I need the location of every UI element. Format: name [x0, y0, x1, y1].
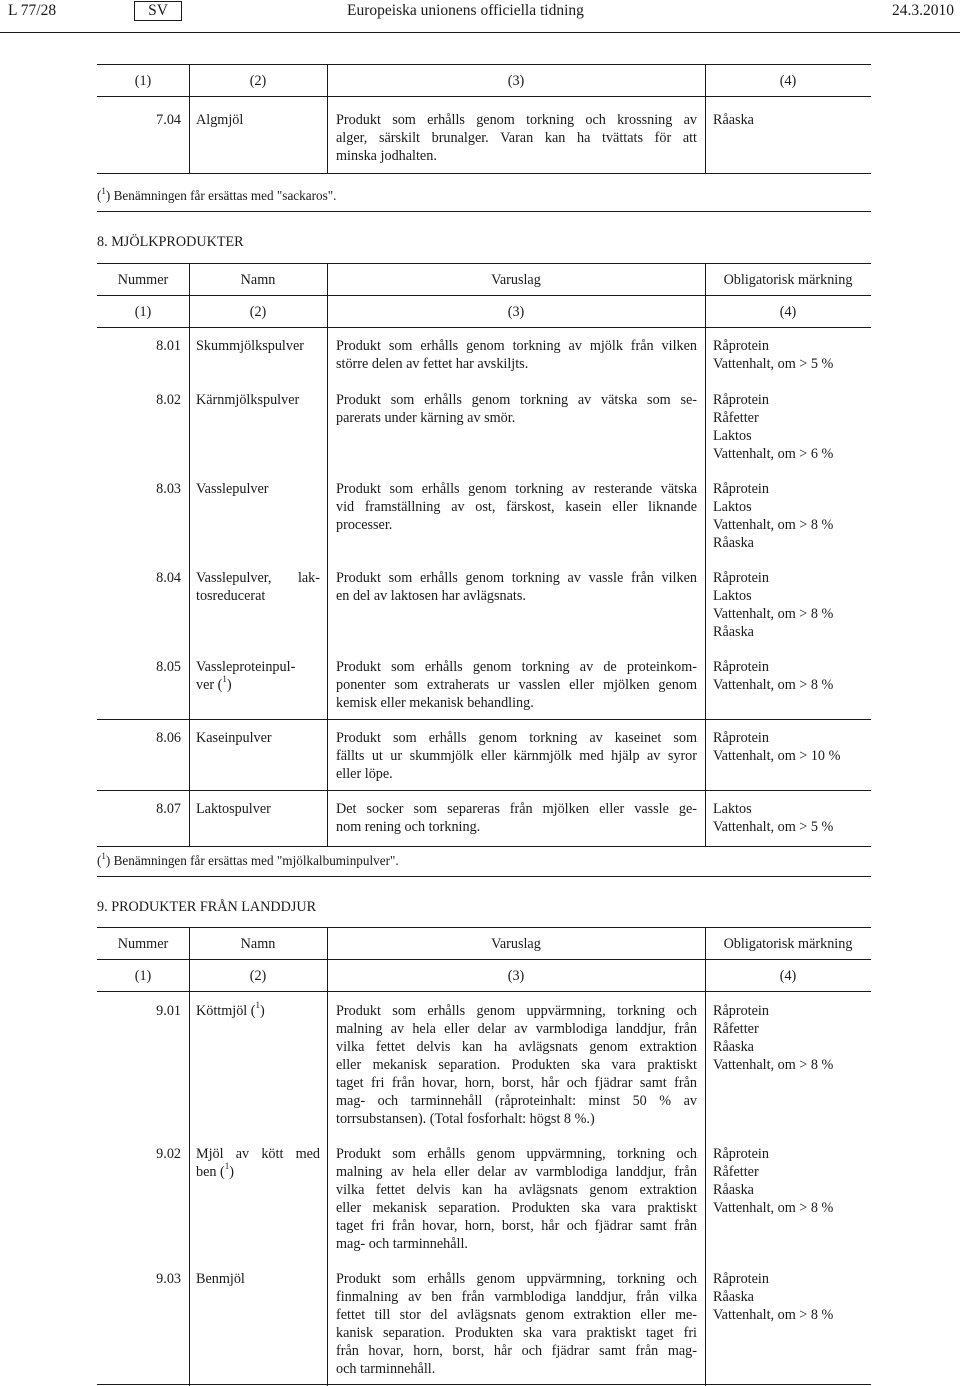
- row-number: 8.02: [156, 392, 181, 408]
- row-number: 8.01: [156, 338, 181, 354]
- footnote: ($^1$) Benämningen får ersättas med "mjölkalbuminpulver".: [97, 850, 399, 868]
- column-title-name: Namn: [240, 272, 276, 288]
- row-labelling: Råprotein Laktos Vattenhalt, om > 8 % Råaska: [713, 481, 834, 551]
- row-name: Vasslepulver, lak- tosreducerat: [196, 570, 320, 604]
- row-name: Algmjöl: [196, 112, 244, 128]
- column-divider: [189, 64, 190, 173]
- row-description: Produkt som erhålls genom torkning av resterande vätska vid framställning av ost, färskost, kasein eller liknande processer.: [336, 481, 697, 533]
- column-divider: [705, 64, 706, 173]
- row-name: Laktospulver: [196, 801, 271, 817]
- row-number: 9.03: [156, 1271, 181, 1287]
- row-number: 8.03: [156, 481, 181, 497]
- row-labelling: Råaska: [713, 112, 754, 128]
- row-name: Skummjölkspulver: [196, 338, 304, 354]
- row-number: 9.01: [156, 1003, 181, 1019]
- column-divider: [705, 927, 706, 1386]
- column-divider: [705, 263, 706, 846]
- table-rule: [97, 991, 871, 992]
- language-badge: SV: [134, 1, 182, 21]
- row-number: 8.07: [156, 801, 181, 817]
- row-name: Köttmjöl ($^1$): [196, 1000, 265, 1019]
- table-rule: [97, 876, 871, 877]
- row-description: Produkt som erhålls genom torkning och krossning av alger, särskilt brunalger. Varan kan ha tvättats för att minska jodhalten.: [336, 112, 697, 164]
- column-number-4: (4): [779, 968, 797, 984]
- row-labelling: Laktos Vattenhalt, om > 5 %: [713, 801, 834, 835]
- row-name: Vasslepulver: [196, 481, 269, 497]
- column-number-3: (3): [507, 968, 525, 984]
- row-labelling: Råprotein Råfetter Råaska Vattenhalt, om > 8 %: [713, 1003, 834, 1073]
- table-rule: [97, 211, 871, 212]
- column-number-3: (3): [507, 73, 525, 89]
- row-description: Produkt som erhålls genom torkning av vätska som se- parerats under kärning av smör.: [336, 392, 697, 426]
- column-number-4: (4): [779, 304, 797, 320]
- column-title-labelling: Obligatorisk märkning: [723, 936, 853, 952]
- column-title-labelling: Obligatorisk märkning: [723, 272, 853, 288]
- column-divider: [189, 263, 190, 846]
- row-description: Produkt som erhålls genom uppvärmning, torkning och finmalning av ben från varmblodiga landdjur, från vilka fettet till stor del avlägsnats genom extraktion eller me- kanisk separation. Produkten ska vara praktiskt taget fri från hovar, horn, borst, hår och fjädrar samt från mag- och tarminnehåll.: [336, 1271, 697, 1377]
- table-rule: [97, 64, 871, 65]
- table-rule: [97, 719, 871, 720]
- row-description: Produkt som erhålls genom torkning av vassle från vilken en del av laktosen har avlägsnats.: [336, 570, 697, 604]
- row-name: Kaseinpulver: [196, 730, 272, 746]
- header-rule: [0, 32, 960, 33]
- row-labelling: Råprotein Råaska Vattenhalt, om > 8 %: [713, 1271, 834, 1323]
- column-divider: [189, 927, 190, 1386]
- table-rule: [97, 1384, 871, 1385]
- row-name: Mjöl av kött med ben ($^1$): [196, 1146, 320, 1180]
- column-divider: [327, 927, 328, 1386]
- column-title-number: Nummer: [117, 936, 169, 952]
- journal-title: Europeiska unionens officiella tidning: [347, 2, 584, 19]
- column-title-number: Nummer: [117, 272, 169, 288]
- row-description: Produkt som erhålls genom uppvärmning, torkning och malning av hela eller delar av varmblodiga landdjur, från vilka fettet delvis kan ha avlägsnats genom extraktion eller mekanisk separation. Produkten ska vara praktiskt taget fri från hovar, horn, borst, hår och fjädrar samt från mag- och tarminnehåll.: [336, 1146, 697, 1252]
- row-labelling: Råprotein Vattenhalt, om > 10 %: [713, 730, 841, 764]
- table-rule: [97, 263, 871, 264]
- table-rule: [97, 927, 871, 928]
- table-rule: [97, 846, 871, 847]
- column-divider: [327, 64, 328, 173]
- row-description: Produkt som erhålls genom torkning av kaseinet som fällts ut ur skummjölk eller kärnmjölk med hjälp av syror eller löpe.: [336, 730, 697, 782]
- table-rule: [97, 96, 871, 97]
- table-rule: [97, 790, 871, 791]
- column-number-2: (2): [249, 73, 267, 89]
- column-number-2: (2): [249, 968, 267, 984]
- section-title: 9. PRODUKTER FRÅN LANDDJUR: [97, 899, 317, 915]
- row-description: Produkt som erhålls genom torkning av mjölk från vilken större delen av fettet har avskiljts.: [336, 338, 697, 372]
- publication-date: 24.3.2010: [892, 2, 954, 19]
- row-description: Produkt som erhålls genom torkning av de proteinkom- ponenter som extraherats ur vasslen eller mjölken genom kemisk eller mekanisk behandling.: [336, 659, 697, 711]
- column-number-1: (1): [134, 968, 152, 984]
- row-labelling: Råprotein Vattenhalt, om > 5 %: [713, 338, 834, 372]
- row-name: Kärnmjölkspulver: [196, 392, 300, 408]
- column-number-3: (3): [507, 304, 525, 320]
- column-number-2: (2): [249, 304, 267, 320]
- page-number: L 77/28: [8, 2, 57, 19]
- column-title-name: Namn: [240, 936, 276, 952]
- row-number: 7.04: [156, 112, 181, 128]
- footnote: ($^1$) Benämningen får ersättas med "sackaros".: [97, 185, 337, 203]
- table-rule: [97, 959, 871, 960]
- column-number-1: (1): [134, 304, 152, 320]
- row-number: 8.04: [156, 570, 181, 586]
- column-title-type: Varuslag: [491, 936, 541, 952]
- row-number: 9.02: [156, 1146, 181, 1162]
- column-number-1: (1): [134, 73, 152, 89]
- table-rule: [97, 295, 871, 296]
- row-labelling: Råprotein Vattenhalt, om > 8 %: [713, 659, 834, 693]
- column-divider: [327, 263, 328, 846]
- row-labelling: Råprotein Råfetter Råaska Vattenhalt, om > 8 %: [713, 1146, 834, 1216]
- table-rule: [97, 173, 871, 174]
- column-title-type: Varuslag: [491, 272, 541, 288]
- section-title: 8. MJÖLKPRODUKTER: [97, 234, 244, 250]
- row-labelling: Råprotein Laktos Vattenhalt, om > 8 % Råaska: [713, 570, 834, 640]
- row-description: Det socker som separeras från mjölken eller vassle ge- nom rening och torkning.: [336, 801, 697, 835]
- row-number: 8.05: [156, 659, 181, 675]
- row-name: Benmjöl: [196, 1271, 245, 1287]
- row-name: Vassleproteinpul- ver ($^1$): [196, 659, 296, 693]
- column-number-4: (4): [779, 73, 797, 89]
- row-description: Produkt som erhålls genom uppvärmning, torkning och malning av hela eller delar av varmblodiga landdjur, från vilka fettet delvis kan ha avlägsnats genom extraktion eller mekanisk separation. Produkten ska vara praktiskt taget fri från hovar, horn, borst, hår och fjädrar samt från mag- och tarminnehåll (råproteinhalt: minst 50 % av torrsubstansen). (Total fosforhalt: högst 8 %.): [336, 1003, 697, 1127]
- row-number: 8.06: [156, 730, 181, 746]
- table-rule: [97, 327, 871, 328]
- row-labelling: Råprotein Råfetter Laktos Vattenhalt, om > 6 %: [713, 392, 834, 462]
